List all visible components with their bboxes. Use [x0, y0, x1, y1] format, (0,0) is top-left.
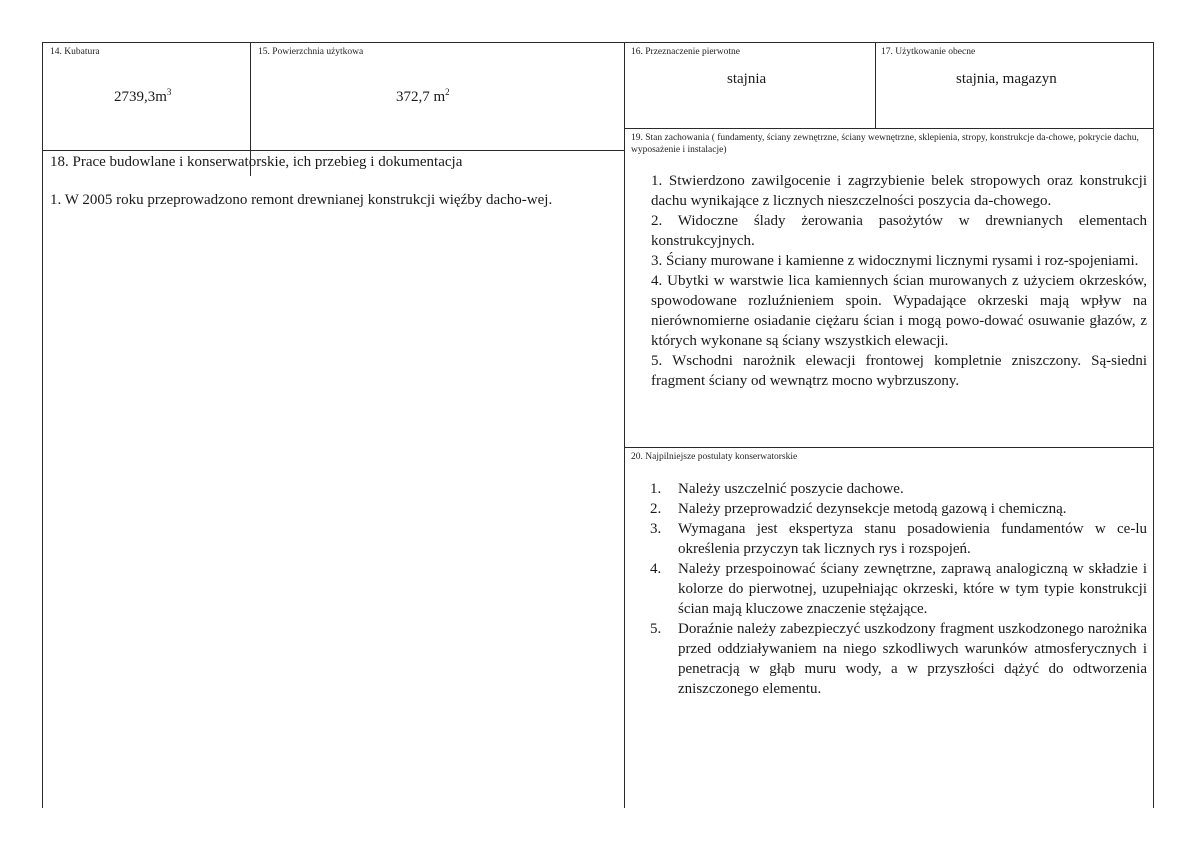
- powierzchnia-unit-exponent: 2: [445, 87, 450, 97]
- postulat-item: [650, 519, 1147, 559]
- kubatura-value: [114, 87, 171, 107]
- stan-zachowania-item: 5. Wschodni narożnik elewacji frontowej kompletnie zniszczony. Są-siedni fragment ściany od wewnątrz mocno wybrzuszony.: [651, 353, 1147, 389]
- frame-top-line: [42, 42, 1154, 43]
- powierzchnia-label: 15. Powierzchnia użytkowa: [258, 47, 364, 57]
- postulaty-list: [650, 479, 1147, 699]
- powierzchnia-value: [396, 87, 450, 107]
- stan-zachowania-text: [651, 171, 1147, 391]
- postulat-text: Należy przespoinować ściany zewnętrzne, zaprawą analogiczną w składzie i kolorze do pierwotnej, uzupełniając okrzeski, które w tym typie konstrukcji ścian mają kluczowe znaczenie stężające.: [678, 561, 1147, 617]
- frame-right-line: [1153, 42, 1154, 808]
- postulat-item: [650, 559, 1147, 619]
- divider-row-16-19: [624, 128, 1154, 129]
- frame-left-line: [42, 42, 43, 808]
- postulat-text: Doraźnie należy zabezpieczyć uszkodzony fragment uszkodzonego narożnika przed oddziaływaniem na niego szkodliwych warunków atmosferycznych i penetracją w głąb muru wody, a w przyszłości dążyć do odtworzenia zniszczonego elementu.: [678, 621, 1147, 697]
- divider-row-19-20: [624, 447, 1154, 448]
- postulat-number: 3.: [650, 521, 662, 537]
- postulat-item: [650, 479, 1147, 499]
- postulat-text: Należy uszczelnić poszycie dachowe.: [678, 481, 904, 497]
- postulaty-label: 20. Najpilniejsze postulaty konserwatorskie: [631, 452, 798, 462]
- divider-16-17: [875, 42, 876, 128]
- stan-zachowania-item: 1. Stwierdzono zawilgocenie i zagrzybienie belek stropowych oraz konstrukcji dachu wynikające z licznych nieszczelności poszycia da-chowego.: [651, 173, 1147, 209]
- postulat-item: [650, 619, 1147, 699]
- kubatura-number: 2739,3m: [114, 89, 167, 105]
- postulat-item: [650, 499, 1147, 519]
- postulat-number: 2.: [650, 501, 662, 517]
- kubatura-unit-exponent: 3: [166, 87, 172, 97]
- uzytkowanie-value: stajnia, magazyn: [956, 71, 1057, 87]
- prace-budowlane-text: [50, 190, 600, 210]
- postulat-number: 1.: [650, 481, 662, 497]
- postulat-text: Należy przeprowadzić dezynsekcje metodą gazową i chemiczną.: [678, 501, 1067, 517]
- stan-zachowania-item: 4. Ubytki w warstwie lica kamiennych ścian murowanych z użyciem okrzesków, spowodowane rozluźnieniem spoin. Wypadające okrzeski mają wpływ na nierównomierne osiadanie ciężaru ścian i mogą powo-dować osuwanie głazów, z których wykonane są ściany wszystkich elewacji.: [651, 273, 1147, 349]
- przeznaczenie-label: 16. Przeznaczenie pierwotne: [631, 47, 740, 57]
- postulat-number: 4.: [650, 561, 662, 577]
- powierzchnia-number: 372,7 m: [396, 89, 446, 105]
- frame-middle-line: [624, 42, 625, 808]
- kubatura-label: 14. Kubatura: [50, 47, 100, 57]
- stan-zachowania-item: 3. Ściany murowane i kamienne z widocznymi licznymi rysami i roz-spojeniami.: [651, 253, 1139, 269]
- postulat-number: 5.: [650, 621, 662, 637]
- stan-zachowania-item: 2. Widoczne ślady żerowania pasożytów w drewnianych elementach konstrukcyjnych.: [651, 213, 1147, 249]
- divider-row-15-18: [42, 150, 624, 151]
- prace-budowlane-heading: 18. Prace budowlane i konserwatorskie, ich przebieg i dokumentacja: [50, 154, 463, 170]
- prace-budowlane-item: 1. W 2005 roku przeprowadzono remont drewnianej konstrukcji więźby dacho-wej.: [50, 192, 553, 208]
- przeznaczenie-value: stajnia: [727, 71, 767, 87]
- uzytkowanie-label: 17. Użytkowanie obecne: [881, 47, 976, 57]
- stan-zachowania-label: 19. Stan zachowania ( fundamenty, ściany zewnętrzne, ściany wewnętrzne, sklepienia, stropy, konstrukcje da-chowe, pokrycie dachu, wyposażenie i instalacje): [631, 133, 1139, 155]
- postulat-text: Wymagana jest ekspertyza stanu posadowienia fundamentów w ce-lu określenia przyczyn tak licznych rys i rozspojeń.: [678, 521, 1147, 557]
